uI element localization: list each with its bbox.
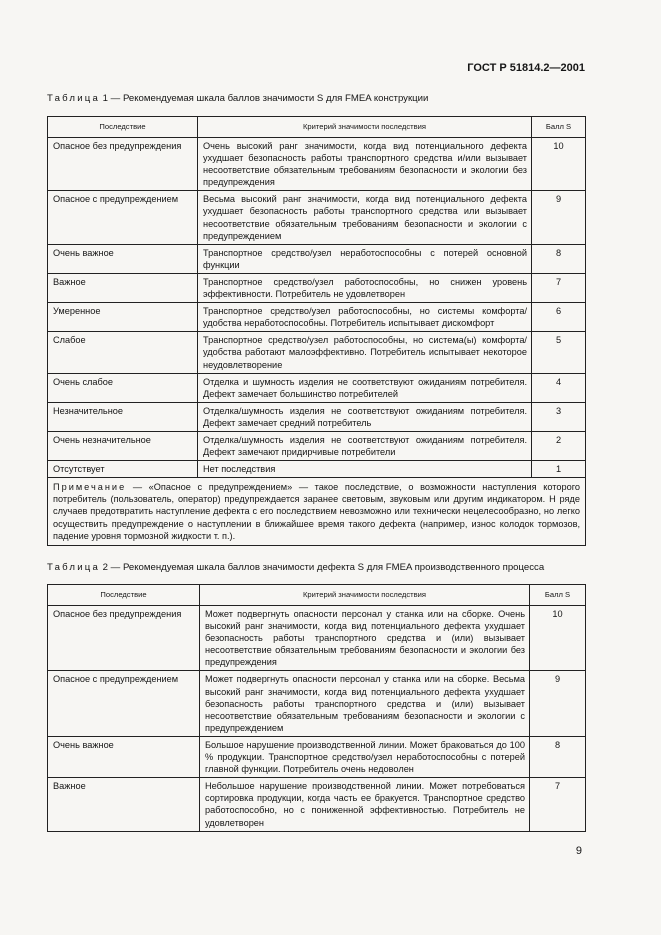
table-row — [48, 461, 586, 478]
criterion-cell: Может подвергнуть опасности персонал у станка или на сборке. Весьма высокий ранг значимости, когда вид потенциального дефекта ухудшает безопасность работы транспортного средства и (или) вызывает несоответствие обязательным требованиям безопасности и экологии с предупреждением — [200, 671, 530, 736]
score-cell: 8 — [532, 244, 586, 273]
table1-caption-word: Таблица — [47, 93, 101, 104]
table2-caption-word: Таблица — [47, 562, 101, 573]
table-row — [48, 606, 586, 671]
table-row — [48, 736, 586, 777]
table-row — [48, 778, 586, 831]
criterion-cell: Может подвергнуть опасности персонал у станка или на сборке. Очень высокий ранг значимости, когда вид потенциального дефекта ухудшает безопасность работы транспортного средства и (или) вызывает несоответствие обязательным требованиям безопасности и экологии без предупреждения — [200, 606, 530, 671]
criterion-cell: Транспортное средство/узел работоспособны, но система(ы) комфорта/удобства работают малоэффективно. Потребитель испытывает некоторое неудовлетворение — [198, 332, 532, 373]
table-row — [48, 191, 586, 244]
criterion-cell: Транспортное средство/узел неработоспособны с потерей основной функции — [198, 244, 532, 273]
table1-note — [48, 478, 586, 545]
table1-col-effect: Последствие — [48, 117, 198, 138]
criterion-cell: Небольшое нарушение производственной линии. Может потребоваться сортировка продукции, когда часть ее бракуется. Транспортное средство работоспособно, но с пониженной эффективностью. Потребитель не удовлетворен — [200, 778, 530, 831]
score-cell: 8 — [530, 736, 586, 777]
criterion-cell: Транспортное средство/узел работоспособны, но системы комфорта/удобства неработоспособны. Потребитель испытывает дискомфорт — [198, 303, 532, 332]
score-cell: 7 — [532, 273, 586, 302]
score-cell: 5 — [532, 332, 586, 373]
effect-cell: Отсутствует — [48, 461, 198, 478]
score-cell: 9 — [530, 671, 586, 736]
effect-cell: Опасное с предупреждением — [48, 191, 198, 244]
table1-caption — [47, 93, 428, 104]
note-label: Примечание — [53, 482, 127, 493]
criterion-cell: Отделка/шумность изделия не соответствуют ожиданиям потребителя. Дефект замечает средний потребитель — [198, 402, 532, 431]
table-row — [48, 373, 586, 402]
effect-cell: Опасное с предупреждением — [48, 671, 200, 736]
table-row — [48, 402, 586, 431]
table2-caption — [47, 562, 544, 573]
criterion-cell: Очень высокий ранг значимости, когда вид потенциального дефекта ухудшает безопасность работы транспортного средства и/или вызывает несоответствие обязательным требованиям безопасности и экологии без предупреждения — [198, 138, 532, 191]
score-cell: 6 — [532, 303, 586, 332]
table-row — [48, 303, 586, 332]
table2-caption-text: 2 — Рекомендуемая шкала баллов значимости дефекта S для FMEA производственного процесса — [100, 562, 545, 573]
score-cell: 9 — [532, 191, 586, 244]
table-row — [48, 671, 586, 736]
score-cell: 10 — [532, 138, 586, 191]
table2-col-effect: Последствие — [48, 585, 200, 606]
effect-cell: Важное — [48, 778, 200, 831]
table2-col-criterion: Критерий значимости последствия — [200, 585, 530, 606]
effect-cell: Незначительное — [48, 402, 198, 431]
score-cell: 2 — [532, 431, 586, 460]
score-cell: 10 — [530, 606, 586, 671]
table-row — [48, 138, 586, 191]
table1-header-row — [48, 117, 586, 138]
table1-caption-text: 1 — Рекомендуемая шкала баллов значимости S для FMEA конструкции — [100, 93, 429, 104]
table2-col-score: Балл S — [530, 585, 586, 606]
table2-header-row — [48, 585, 586, 606]
effect-cell: Умеренное — [48, 303, 198, 332]
effect-cell: Слабое — [48, 332, 198, 373]
criterion-cell: Нет последствия — [198, 461, 532, 478]
effect-cell: Опасное без предупреждения — [48, 606, 200, 671]
table1-col-score: Балл S — [532, 117, 586, 138]
criterion-cell: Весьма высокий ранг значимости, когда вид потенциального дефекта ухудшает безопасность работы транспортного средства или вызывает несоответствие обязательным требованиям безопасности и экологии с предупреждением — [198, 191, 532, 244]
effect-cell: Очень важное — [48, 244, 198, 273]
effect-cell: Очень незначительное — [48, 431, 198, 460]
note-text: — «Опасное с предупреждением» — такое последствие, о возможности наступления которого потребитель (пользователь, оператор) предупреждается заранее световым, звуковым или другим индикатором. Н ряде случаев предотвратить наступление дефекта с его последствием невозможно или технически нецелесообразно, но легко осуществить предупреждение о наступлении в ближайшее время такого дефекта (например, износ колодок тормозов, падение уровня тормозной жидкости т. п.). — [53, 482, 580, 541]
standard-designation: ГОСТ Р 51814.2—2001 — [467, 62, 585, 74]
score-cell: 7 — [530, 778, 586, 831]
table-row — [48, 332, 586, 373]
criterion-cell: Отделка/шумность изделия не соответствуют ожиданиям потребителя. Дефект замечают придирчивые потребители — [198, 431, 532, 460]
effect-cell: Очень слабое — [48, 373, 198, 402]
table-row — [48, 431, 586, 460]
score-cell: 1 — [532, 461, 586, 478]
table1-note-row — [48, 478, 586, 545]
page-number: 9 — [575, 845, 582, 857]
score-cell: 4 — [532, 373, 586, 402]
table1-col-criterion: Критерий значимости последствия — [198, 117, 532, 138]
table1 — [47, 116, 586, 546]
criterion-cell: Большое нарушение производственной линии. Может браковаться до 100 % продукции. Транспортное средство/узел неработоспособны с потерей главной функции. Потребитель очень недоволен — [200, 736, 530, 777]
table-row — [48, 273, 586, 302]
criterion-cell: Транспортное средство/узел работоспособны, но снижен уровень эффективности. Потребитель не удовлетворен — [198, 273, 532, 302]
effect-cell: Важное — [48, 273, 198, 302]
effect-cell: Опасное без предупреждения — [48, 138, 198, 191]
table2 — [47, 584, 586, 832]
effect-cell: Очень важное — [48, 736, 200, 777]
score-cell: 3 — [532, 402, 586, 431]
criterion-cell: Отделка и шумность изделия не соответствуют ожиданиям потребителя. Дефект замечает большинство потребителей — [198, 373, 532, 402]
table-row — [48, 244, 586, 273]
